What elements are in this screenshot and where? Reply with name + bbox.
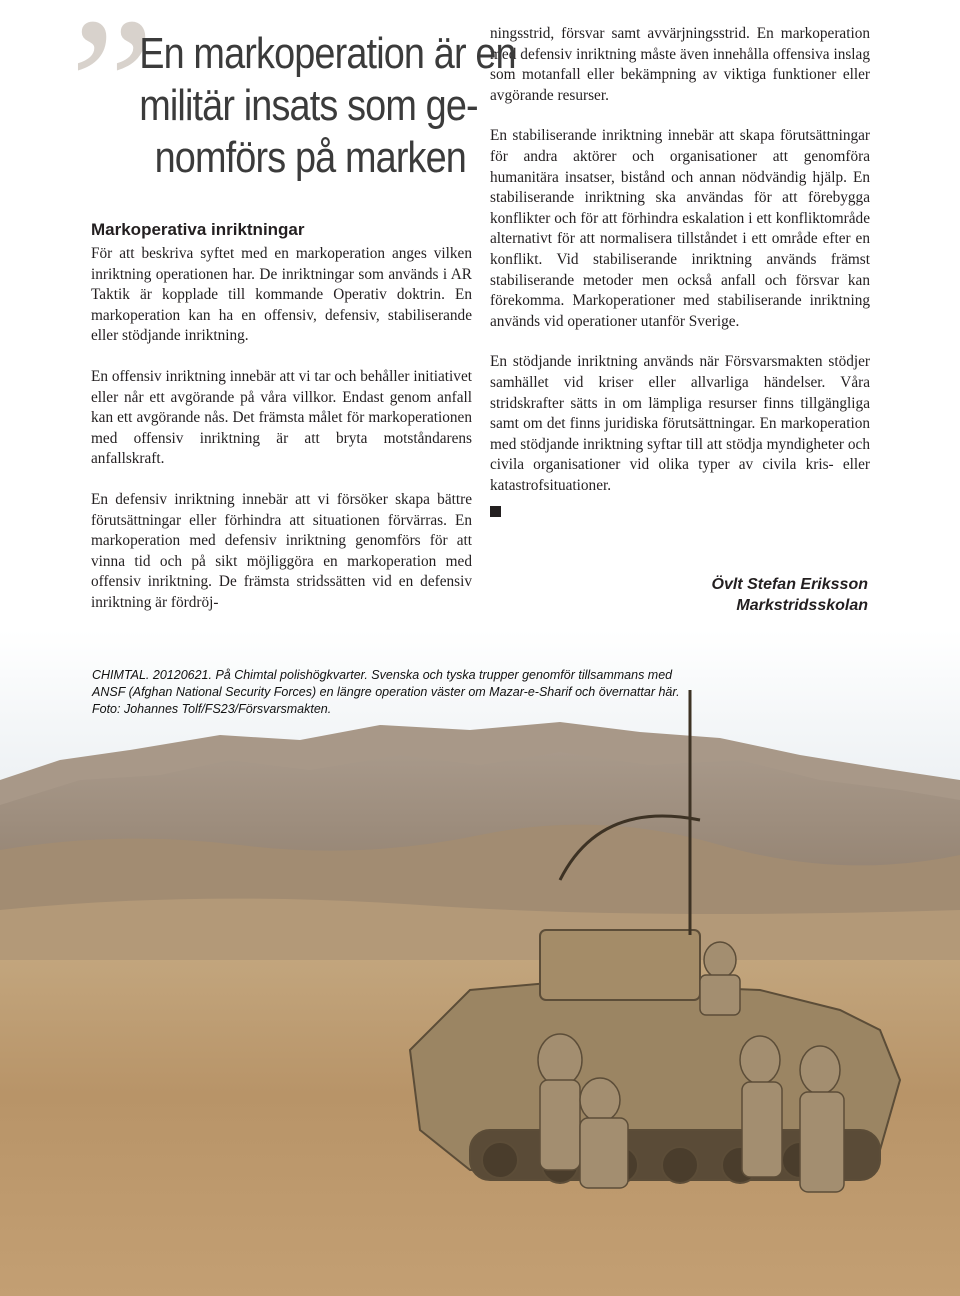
photo-caption [92, 667, 732, 718]
photo-afghanistan-patrol [0, 630, 960, 1296]
paragraph: En offensiv inriktning innebär att vi tar och behåller initiativet eller når ett avgörande på våra villkor. Endast genom anfall kan ett avgörande nås. Det främsta målet för markoperationen med offensiv inriktning är att bryta motståndarens anfallskraft. [91, 367, 472, 468]
pull-quote-line: nomförs på marken [154, 133, 467, 182]
left-column [91, 220, 472, 634]
author-name: Övlt Stefan Eriksson [711, 576, 868, 593]
caption-line: ANSF (Afghan National Security Forces) en längre operation väster om Mazar-e-Sharif och övernattar här. [92, 685, 680, 699]
caption-line: CHIMTAL. 20120621. På Chimtal polishögkvarter. Svenska och tyska trupper genomför tillsammans med [92, 668, 673, 682]
end-mark-icon [490, 506, 501, 517]
author-signature [712, 574, 869, 616]
pull-quote-line: En markoperation är en [139, 29, 516, 78]
pull-quote-line: militär insats som ge- [139, 81, 478, 130]
author-unit: Markstridsskolan [736, 597, 868, 614]
quote-mark-icon: ” [70, 0, 155, 190]
pull-quote [139, 28, 516, 184]
paragraph: En stabiliserande inriktning innebär att skapa förutsättningar för andra aktörer och organisationer att genomföra humanitära insatser, bistånd och annan nödvändig hjälp. En stabiliserande inriktning ska användas för att förebygga konflikter och för att förhindra eskalation i ett konfliktområde alternativt för att normalisera tillståndet i ett område efter en konflikt. Vid stabiliserande inriktning används främst stabiliserande metoder men också anfall och försvar kan förekomma. Markoperationer med stabiliserande inriktning används vid operationer utanför Sverige. [490, 127, 870, 330]
paragraph: En stödjande inriktning används när Försvarsmakten stödjer samhället vid kriser eller allvarliga händelser. Våra stridskrafter sätts in om lämpliga resurser finns tillgängliga samt om det finns juridiska förutsättningar. En markoperation med stödjande inriktning syftar till att stödja myndigheter och civila organisationer vid olika typer av civila kris- eller katastrofsituationer. [490, 353, 870, 494]
caption-credit: Foto: Johannes Tolf/FS23/Försvarsmakten. [92, 702, 332, 716]
right-column [490, 24, 870, 517]
paragraph: En defensiv inriktning innebär att vi försöker skapa bättre förutsättningar eller förhindra att situationen förvärras. En markoperation med defensiv inriktning genomförs för att vinna tid och på sikt möjliggöra en markoperation med offensiv inriktning. De främsta stridssätten vid en defensiv inriktning är fördröj- [91, 490, 472, 611]
paragraph: För att beskriva syftet med en markoperation anges vilken inriktning operationen har. De inriktningar som används i AR Taktik är kopplade till kommande Operativ doktrin. En markoperation kan ha en offensiv, defensiv, stabiliserande eller stödjande inriktning. [91, 245, 472, 345]
paragraph: ningsstrid, försvar samt avvärjningsstrid. En markoperation med defensiv inriktning måste även innehålla offensiva inslag som motanfall eller bekämpning av viktiga funktioner eller avgörande resurser. [490, 25, 870, 104]
section-heading: Markoperativa inriktningar [91, 220, 305, 239]
